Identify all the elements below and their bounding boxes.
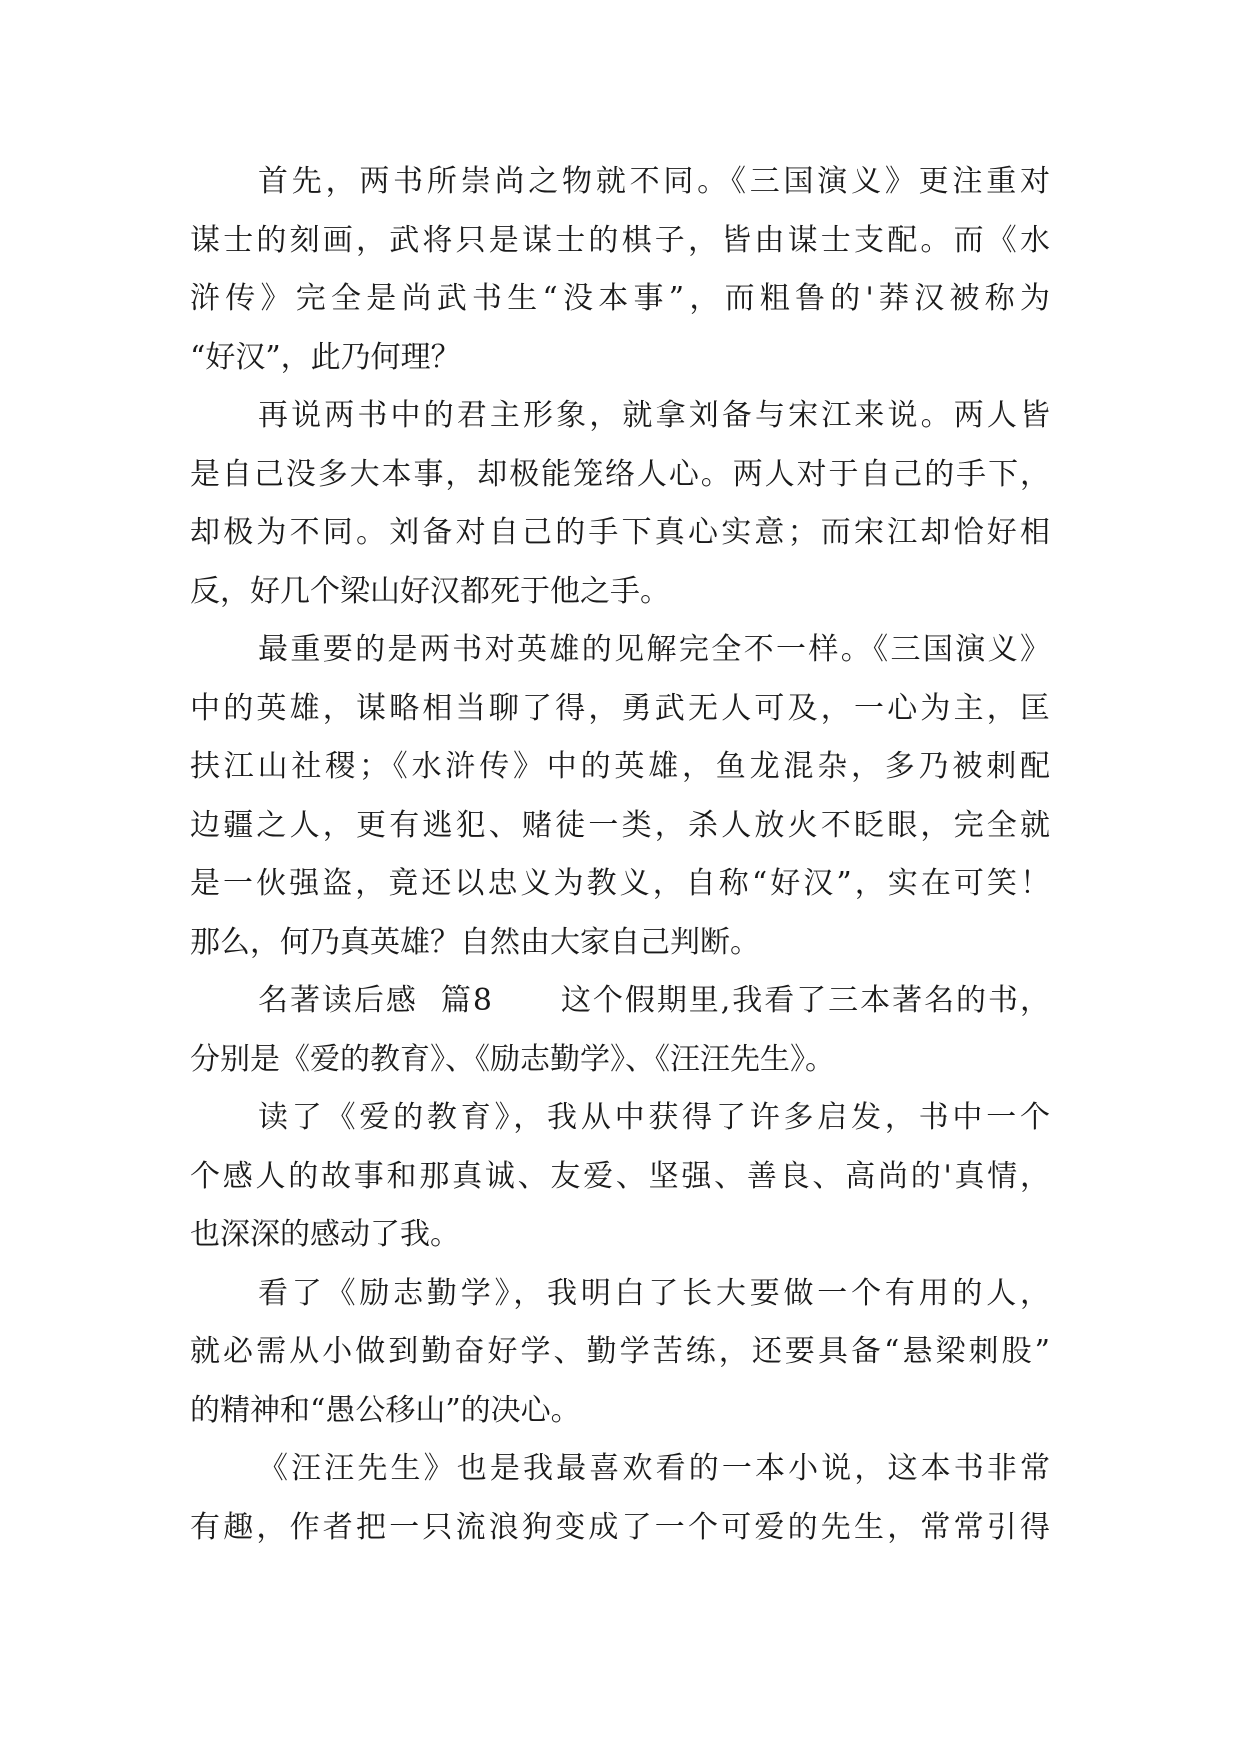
paragraph-7 [190,1447,1050,1564]
text-line: 那么，何乃真英雄？自然由大家自己判断。 [190,924,760,960]
paragraph-3 [190,628,1050,979]
paragraph-1 [190,160,1050,394]
text-line: 浒传》完全是尚武书生“没本事”，而粗鲁的'莽汉被称为 [190,281,1050,316]
text-line: 边疆之人，更有逃犯、赌徒一类，杀人放火不眨眼，完全就 [190,807,1050,843]
text-line: 中的英雄，谋略相当聊了得，勇武无人可及，一心为主，匡 [190,690,1050,726]
text-line: 有趣，作者把一只流浪狗变成了一个可爱的先生，常常引得 [190,1509,1050,1545]
text-line: 反，好几个梁山好汉都死于他之手。 [190,573,670,609]
text-line: 读了《爱的教育》，我从中获得了许多启发，书中一个 [258,1100,1050,1135]
text-line: 看了《励志勤学》，我明白了长大要做一个有用的人， [258,1275,1050,1311]
paragraph-4 [190,979,1050,1096]
paragraph-6 [190,1272,1050,1448]
text-line: 个感人的故事和那真诚、友爱、坚强、善良、高尚的'真情， [190,1158,1050,1194]
text-line: 却极为不同。刘备对自己的手下真心实意；而宋江却恰好相 [190,515,1050,550]
text-line: 扶江山社稷；《水浒传》中的英雄，鱼龙混杂，多乃被刺配 [190,749,1050,784]
text-line: 名著读后感 篇8 这个假期里,我看了三本著名的书， [258,983,1050,1018]
text-line: 就必需从小做到勤奋好学、勤学苦练，还要具备“悬梁刺股” [190,1334,1050,1369]
text-line: 最重要的是两书对英雄的见解完全不一样。《三国演义》 [258,632,1050,667]
text-line: 《汪汪先生》也是我最喜欢看的一本小说，这本书非常 [258,1451,1050,1486]
text-line: 分别是《爱的教育》、《励志勤学》、《汪汪先生》。 [190,1041,835,1077]
document-body [190,160,1050,1564]
text-line: 也深深的感动了我。 [190,1217,460,1252]
text-line: 再说两书中的君主形象，就拿刘备与宋江来说。两人皆 [258,398,1050,433]
text-line: 是一伙强盗，竟还以忠义为教义，自称“好汉”，实在可笑！ [190,866,1050,901]
paragraph-2 [190,394,1050,628]
text-line: 首先，两书所崇尚之物就不同。《三国演义》更注重对 [258,164,1050,199]
paragraph-5 [190,1096,1050,1272]
text-line: 谋士的刻画，武将只是谋士的棋子，皆由谋士支配。而《水 [190,222,1050,258]
text-line: “好汉”，此乃何理？ [190,339,461,375]
text-line: 是自己没多大本事，却极能笼络人心。两人对于自己的手下， [190,456,1050,492]
text-line: 的精神和“愚公移山”的决心。 [190,1392,581,1428]
